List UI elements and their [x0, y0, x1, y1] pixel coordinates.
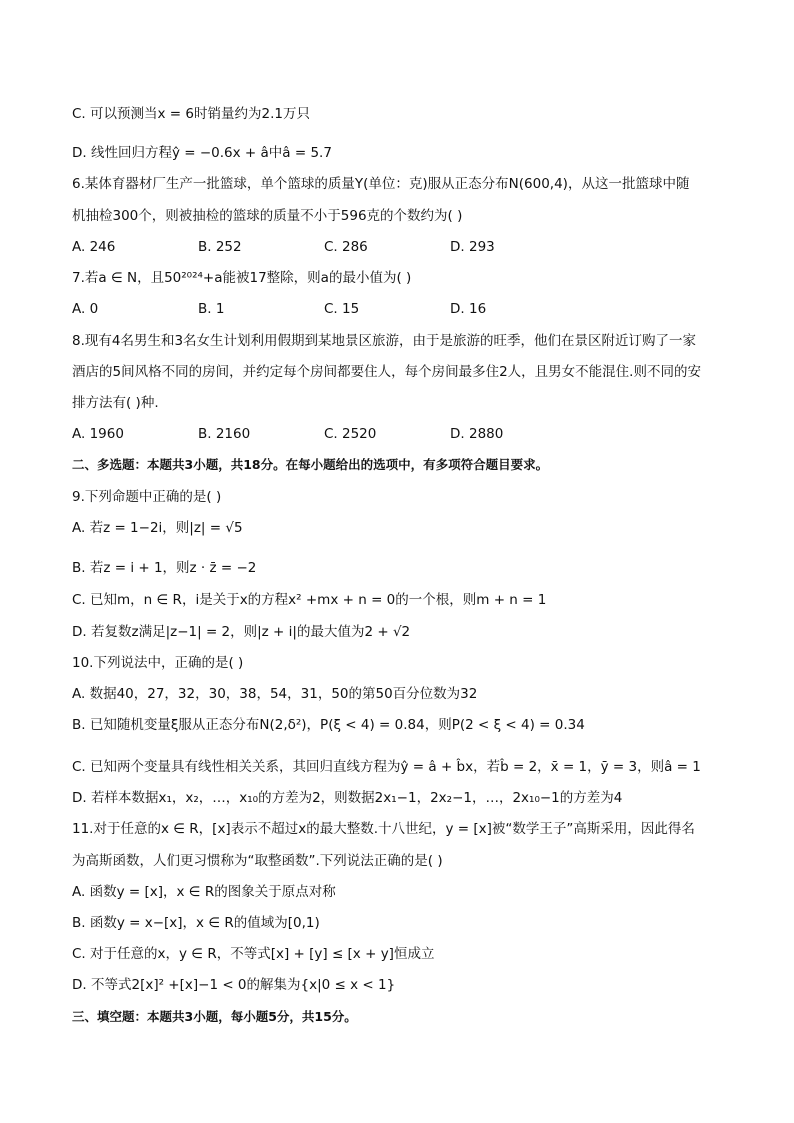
q10-option-b: B. 已知随机变量ξ服从正态分布N(2,δ²)，P(ξ < 4) = 0.84，则P(2 < ξ < 4) = 0.34	[72, 717, 585, 733]
q11-option-d: D. 不等式2[x]² +[x]−1 < 0的解集为{x|0 ≤ x < 1}	[72, 977, 396, 993]
q11-stem-line2: 为高斯函数，人们更习惯称为“取整函数”.下列说法正确的是( )	[72, 853, 443, 869]
q7-options	[72, 299, 734, 319]
q8-option-a: A. 1960	[72, 426, 124, 442]
q11-option-b: B. 函数y = x−[x]，x ∈ R的值域为[0,1)	[72, 915, 320, 931]
q10-option-d: D. 若样本数据x₁，x₂，…，x₁₀的方差为2，则数据2x₁−1，2x₂−1，…，2x₁₀−1的方差为4	[72, 790, 623, 806]
q10-option-a: A. 数据40，27，32，30，38，54，31，50的第50百分位数为32	[72, 686, 478, 702]
q5-option-c: C. 可以预测当x = 6时销量约为2.1万只	[72, 106, 310, 122]
q9-option-a: A. 若z = 1−2i，则|z| = √5	[72, 520, 243, 536]
q6-option-b: B. 252	[198, 239, 242, 255]
q8-stem-line1: 8.现有4名男生和3名女生计划利用假期到某地景区旅游，由于是旅游的旺季，他们在景区附近订购了一家	[72, 333, 697, 349]
q5-option-d: D. 线性回归方程ŷ = −0.6x + â中â = 5.7	[72, 145, 332, 161]
section-3-heading: 三、填空题：本题共3小题，每小题5分，共15分。	[72, 1009, 357, 1024]
q6-stem-line1: 6.某体育器材厂生产一批篮球，单个篮球的质量Y(单位：克)服从正态分布N(600,4)，从这一批篮球中随	[72, 176, 690, 192]
q8-option-c: C. 2520	[324, 426, 377, 442]
q7-option-a: A. 0	[72, 301, 99, 317]
q8-stem-line2: 酒店的5间风格不同的房间，并约定每个房间都要住人，每个房间最多住2人，且男女不能混住.则不同的安	[72, 364, 701, 380]
q8-options	[72, 424, 734, 444]
q10-option-c: C. 已知两个变量具有线性相关关系，其回归直线方程为ŷ = â + b̂x，若b̂ = 2，x̄ = 1，ȳ = 3，则â = 1	[72, 759, 701, 775]
q7-option-c: C. 15	[324, 301, 360, 317]
section-2-heading: 二、多选题：本题共3小题，共18分。在每小题给出的选项中，有多项符合题目要求。	[72, 457, 549, 472]
q8-option-b: B. 2160	[198, 426, 251, 442]
q7-stem: 7.若a ∈ N，且50²⁰²⁴+a能被17整除，则a的最小值为( )	[72, 270, 412, 286]
q11-stem-line1: 11.对于任意的x ∈ R，[x]表示不超过x的最大整数.十八世纪，y = [x]被“数学王子”高斯采用，因此得名	[72, 821, 695, 837]
q8-option-d: D. 2880	[450, 426, 504, 442]
q9-option-c: C. 已知m，n ∈ R，i是关于x的方程x² +mx + n = 0的一个根，则m + n = 1	[72, 592, 547, 608]
q6-stem-line2: 机抽检300个，则被抽检的篮球的质量不小于596克的个数约为( )	[72, 208, 463, 224]
q8-stem-line3: 排方法有( )种.	[72, 395, 159, 411]
q6-option-d: D. 293	[450, 239, 495, 255]
q7-option-d: D. 16	[450, 301, 487, 317]
q6-option-a: A. 246	[72, 239, 116, 255]
q6-option-c: C. 286	[324, 239, 368, 255]
q6-options	[72, 237, 734, 257]
q9-stem: 9.下列命题中正确的是( )	[72, 489, 222, 505]
q9-option-d: D. 若复数z满足|z−1| = 2，则|z + i|的最大值为2 + √2	[72, 624, 411, 640]
q9-option-b: B. 若z = i + 1，则z · z̄ = −2	[72, 560, 257, 576]
q7-option-b: B. 1	[198, 301, 225, 317]
q11-option-c: C. 对于任意的x，y ∈ R，不等式[x] + [y] ≤ [x + y]恒成立	[72, 946, 435, 962]
q11-option-a: A. 函数y = [x]，x ∈ R的图象关于原点对称	[72, 884, 336, 900]
q10-stem: 10.下列说法中，正确的是( )	[72, 655, 244, 671]
